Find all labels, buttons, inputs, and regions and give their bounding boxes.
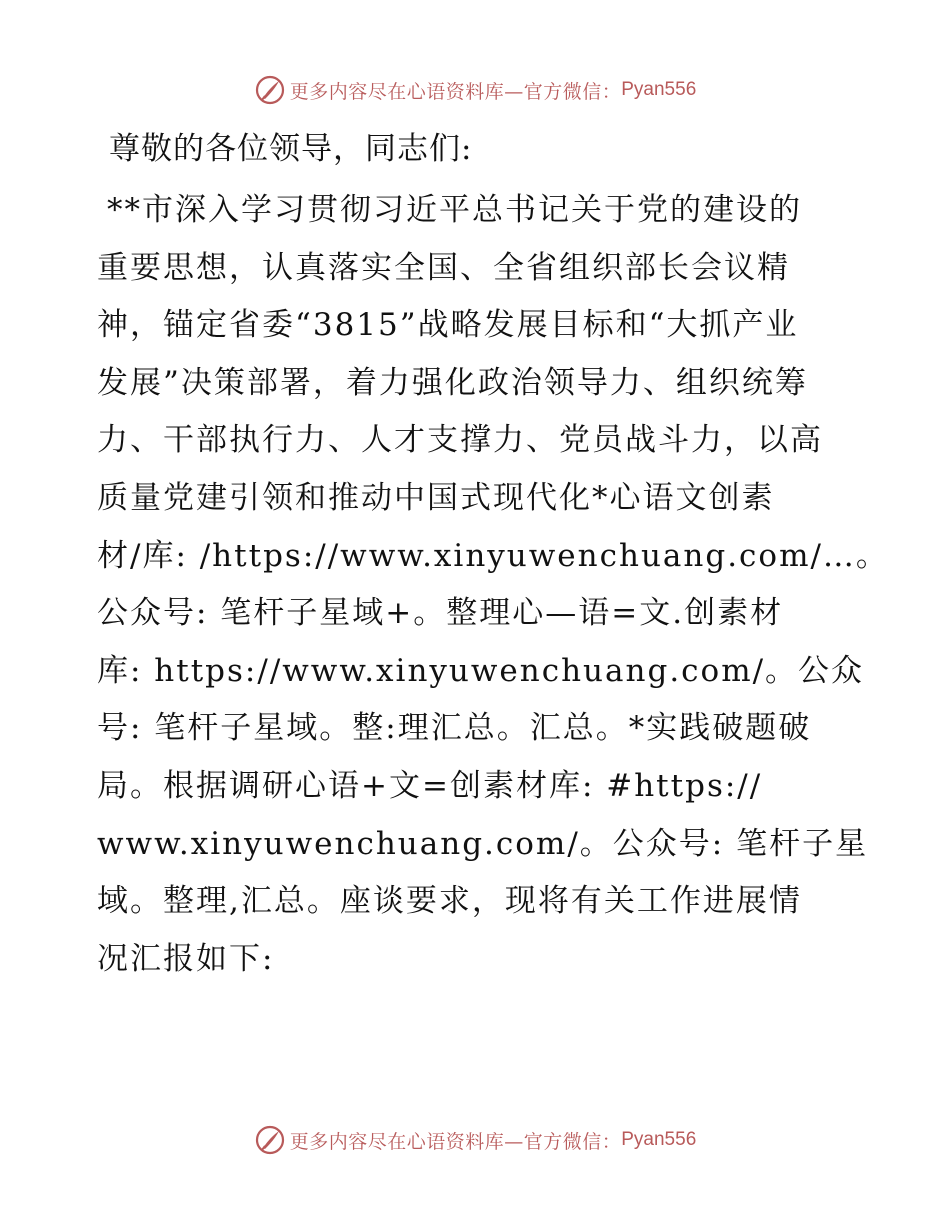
quill-pen-logo-icon — [254, 1124, 286, 1156]
watermark-text: 更多内容尽在心语资料库—官方微信： — [289, 80, 622, 103]
paragraph-line: 况汇报如下: — [97, 940, 275, 977]
paragraph-line: 发展”决策部署，着力强化政治领导力、组织统筹 — [97, 364, 808, 401]
document-body — [97, 120, 889, 988]
document-paragraph — [97, 182, 889, 988]
footer-watermark — [0, 1122, 950, 1158]
paragraph-line: 库: https://www.xinyuwenchuang.com/。公众 — [97, 652, 865, 689]
paragraph-line: 质量党建引领和推动中国式现代化*心语文创素 — [97, 479, 775, 516]
watermark-text: 更多内容尽在心语资料库—官方微信： — [289, 1130, 622, 1153]
paragraph-line: 号: 笔杆子星域。整:理汇总。汇总。*实践破题破 — [97, 710, 812, 747]
watermark-wechat-id: Pyan556 — [621, 79, 697, 100]
paragraph-line: **市深入学习贯彻习近平总书记关于党的建设的 — [107, 192, 802, 228]
paragraph-line: 重要思想，认真落实全国、全省组织部长会议精 — [97, 249, 790, 286]
paragraph-line: 局。根据调研心语+文=创素材库: #https:// — [97, 767, 763, 804]
paragraph-line: 公众号: 笔杆子星域+。整理心—语=文.创素材 — [97, 595, 784, 632]
watermark-wechat-id: Pyan556 — [621, 1129, 697, 1150]
paragraph-line: 神，锚定省委“3815”战略发展目标和“大抓产业 — [97, 307, 799, 344]
document-greeting: 尊敬的各位领导，同志们: — [109, 131, 473, 167]
paragraph-line: 材/库: /https://www.xinyuwenchuang.com/…。 — [97, 537, 889, 574]
paragraph-line: www.xinyuwenchuang.com/。公众号: 笔杆子星 — [97, 825, 869, 862]
quill-pen-logo-icon — [254, 74, 286, 106]
paragraph-line: 力、干部执行力、人才支撑力、党员战斗力，以高 — [97, 422, 823, 459]
header-watermark — [0, 72, 950, 108]
paragraph-line: 域。整理,汇总。座谈要求，现将有关工作进展情 — [97, 883, 802, 920]
